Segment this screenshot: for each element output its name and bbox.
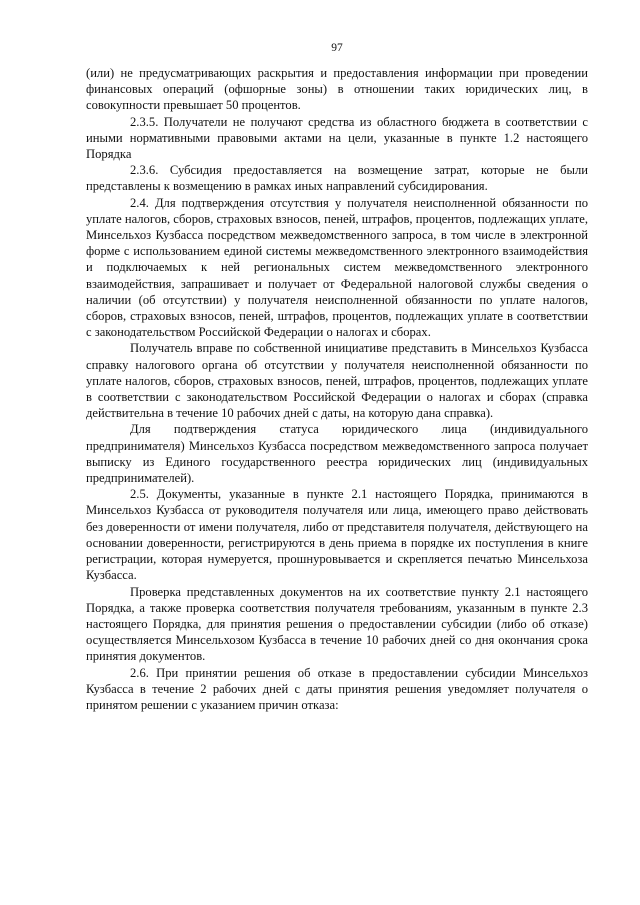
document-body (86, 65, 588, 713)
paragraph: 2.5. Документы, указанные в пункте 2.1 настоящего Порядка, принимаются в Минсельхоз Кузбасса от руководителя получателя или лица, имеющего право действовать без доверенности от имени получателя, либо от представителя получателя, действующего на основании доверенности, регистрируются в день приема в порядке их поступления в книге регистрации, которая нумеруется, прошнуровывается и скрепляется печатью Минсельхоза Кузбасса. (86, 487, 588, 583)
paragraph: 2.3.5. Получатели не получают средства из областного бюджета в соответствии с иными нормативными правовыми актами на цели, указанные в пункте 1.2 настоящего Порядка (86, 114, 588, 162)
paragraph: Получатель вправе по собственной инициативе представить в Минсельхоз Кузбасса справку налогового органа об отсутствии у получателя неисполненной обязанности по уплате налогов, сборов, страховых взносов, пеней, штрафов, процентов, подлежащих уплате в соответствии с законодательством Российской Федерации о налогах и сборах (справка действительна в течение 10 рабочих дней с даты, на которую дана справка). (86, 341, 588, 421)
page-number: 97 (331, 42, 343, 54)
paragraph: (или) не предусматривающих раскрытия и предоставления информации при проведении финансовых операций (офшорные зоны) в отношении таких юридических лиц, в совокупности превышает 50 процентов. (86, 66, 588, 113)
paragraph: 2.4. Для подтверждения отсутствия у получателя неисполненной обязанности по уплате налогов, сборов, страховых взносов, пеней, штрафов, процентов, подлежащих уплате, Минсельхоз Кузбасса посредством межведомственного запроса, в том числе в электронной форме с использованием единой системы межведомственного электронного взаимодействия и подключаемых к ней региональных систем межведомственного электронного взаимодействия, запрашивает и получает от Федеральной налоговой службы сведения о наличии (об отсутствии) у получателя неисполненной обязанности по уплате налогов, сборов, страховых взносов, пеней, штрафов, процентов, подлежащих уплате в соответствии с законодательством Российской Федерации о налогах и сборах. (86, 195, 588, 340)
paragraph: 2.3.6. Субсидия предоставляется на возмещение затрат, которые не были представлены к возмещению в рамках иных направлений субсидирования. (86, 163, 588, 194)
paragraph: Проверка представленных документов на их соответствие пункту 2.1 настоящего Порядка, а также проверка соответствия получателя требованиям, указанным в пункте 2.3 настоящего Порядка, для принятия решения о предоставлении субсидии (либо об отказе) осуществляется Минсельхозом Кузбасса в течение 10 рабочих дней со дня окончания срока принятия документов. (86, 584, 588, 664)
paragraph: Для подтверждения статуса юридического лица (индивидуального предпринимателя) Минсельхоз Кузбасса посредством межведомственного запроса получает выписку из Единого государственного реестра юридических лиц (индивидуальных предпринимателей). (86, 422, 588, 486)
paragraph: 2.6. При принятии решения об отказе в предоставлении субсидии Минсельхоз Кузбасса в течение 2 рабочих дней с даты принятия решения уведомляет получателя о принятом решении с указанием причин отказа: (86, 665, 588, 712)
